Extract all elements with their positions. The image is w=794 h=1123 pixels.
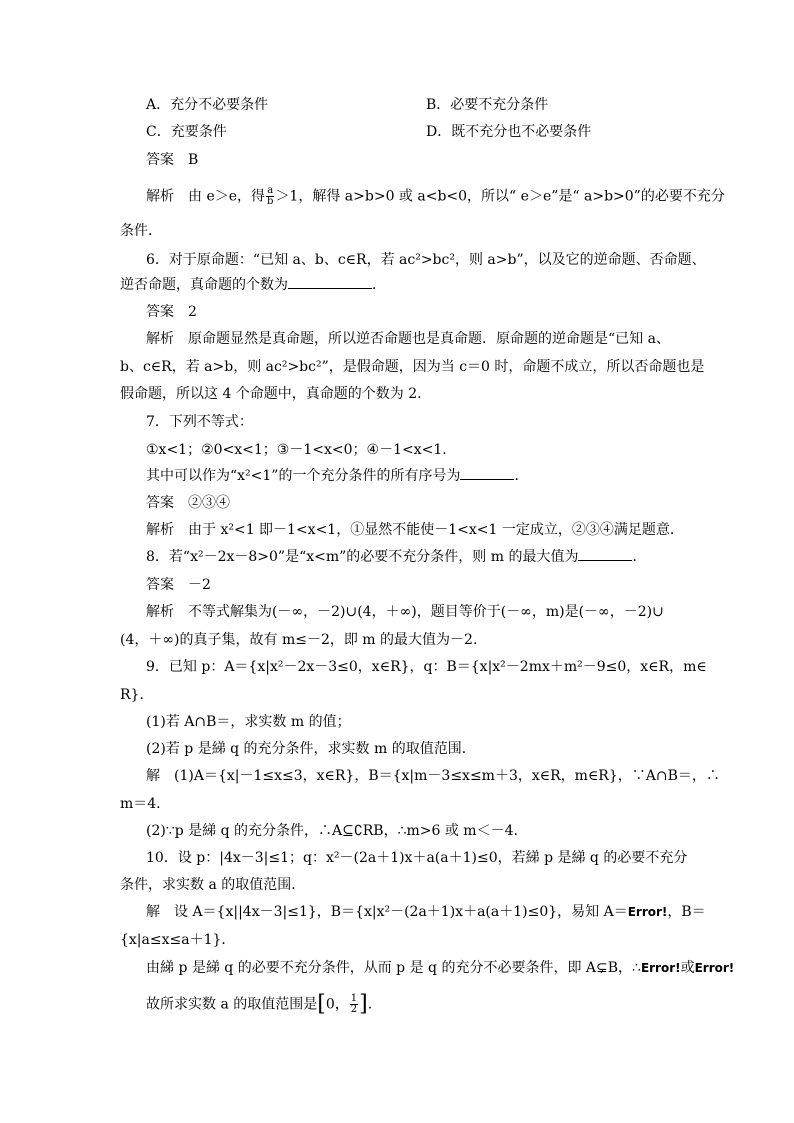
q10-question-line-2: 条件，求实数 a 的取值范围． bbox=[120, 877, 306, 893]
q6-answer: 答案 2 bbox=[146, 304, 197, 320]
q5-answer: 答案 B bbox=[146, 152, 199, 168]
q6-question-text: 逆否命题，真命题的个数为 bbox=[120, 277, 288, 293]
q8-analysis-line-1: 解析 不等式解集为(－∞，－2)∪(4，＋∞)，题目等价于(－∞，m)是(－∞，－2)∪ bbox=[146, 604, 664, 620]
q7-answer: 答案 ②③④ bbox=[146, 495, 230, 511]
option-c: C．充要条件 bbox=[146, 124, 227, 140]
q10-solution-line-2: {x|a≤x≤a＋1}． bbox=[120, 932, 236, 948]
q10-solution-text-5: 故所求实数 a 的取值范围是 bbox=[146, 996, 318, 1013]
fraction-numerator: a bbox=[267, 185, 274, 196]
q9-question-line-1: 9．已知 p：A＝{x|x²－2x－3≤0，x∈R}，q：B＝{x|x²－2mx＋m²－9≤0，x∈R，m∈ bbox=[146, 659, 707, 675]
q8-question-text: 8．若“x²－2x－8>0”是“x<m”的必要不充分条件，则 m 的最大值为 bbox=[146, 549, 579, 565]
interval-left-bracket: [ bbox=[317, 991, 326, 1017]
q8-question-end: ． bbox=[632, 549, 647, 565]
fraction-one-half bbox=[350, 994, 358, 1015]
q10-solution-line-4 bbox=[146, 991, 706, 1017]
q10-question-line-1: 10．设 p：|4x－3|≤1；q：x²－(2a＋1)x＋a(a＋1)≤0，若綈 p 是綈 q 的必要不充分 bbox=[146, 850, 688, 866]
fraction-a-over-b bbox=[266, 186, 274, 207]
q6-analysis-line-3: 假命题，所以这 4 个命题中，真命题的个数为 2. bbox=[120, 386, 422, 402]
option-d: D．既不充分也不必要条件 bbox=[426, 124, 592, 140]
q10-solution-text-1: 解 设 A＝{x||4x－3|≤1}，B＝{x|x²－(2a＋1)x＋a(a＋1)≤0}，易知 A＝ bbox=[146, 904, 628, 920]
q10-solution-text-2: ，B＝ bbox=[667, 904, 706, 920]
answer-blank bbox=[578, 548, 632, 561]
q9-part-1: (1)若 A∩B＝，求实数 m 的值； bbox=[146, 714, 351, 730]
q7-question-line-3 bbox=[146, 467, 706, 485]
interval-right-bracket: ] bbox=[359, 991, 368, 1017]
q7-question-text: 其中可以作为“x²<1”的一个充分条件的所有序号为 bbox=[146, 468, 461, 484]
q9-question-line-2: R}． bbox=[120, 687, 154, 703]
q5-analysis-text-1: 解析 由 e＞e，得 bbox=[146, 188, 266, 205]
q10-solution-text-3: 由綈 p 是綈 q 的必要不充分条件，从而 p 是 q 的充分不必要条件，即 A⊊B，∴ bbox=[146, 960, 641, 976]
q10-solution-line-1 bbox=[146, 903, 706, 921]
q8-question bbox=[146, 548, 706, 566]
q6-question-line-2 bbox=[120, 276, 680, 294]
error-text: Error! bbox=[627, 905, 668, 919]
answer-blank bbox=[460, 467, 514, 480]
q5-analysis-line-1 bbox=[146, 185, 725, 207]
error-text: Error! bbox=[640, 961, 681, 975]
interval-start: 0， bbox=[325, 996, 349, 1013]
q6-analysis-line-2: b、c∈R，若 a>b，则 ac²>bc²”，是假命题，因为当 c＝0 时，命题不成立，所以否命题也是 bbox=[120, 359, 705, 375]
q5-analysis-text-2: ＞1，解得 a>b>0 或 a<b<0，所以“ e＞e”是“ a>b>0”的必要不充分 bbox=[275, 188, 725, 205]
q10-solution-text-4: 或 bbox=[680, 960, 695, 976]
q6-analysis-line-1: 解析 原命题显然是真命题，所以逆否命题也是真命题．原命题的逆命题是“已知 a、 bbox=[146, 331, 670, 347]
q9-solution-line-2: m＝4. bbox=[120, 796, 161, 812]
option-b: B．必要不充分条件 bbox=[426, 97, 549, 113]
q8-analysis-line-2: (4，＋∞)的真子集，故有 m≤－2，即 m 的最大值为－2. bbox=[120, 632, 478, 648]
fraction-denominator: b bbox=[267, 196, 274, 207]
option-a: A．充分不必要条件 bbox=[146, 97, 269, 113]
q7-question-line-2: ①x<1；②0<x<1；③－1<x<0；④－1<x<1. bbox=[146, 442, 447, 458]
q8-answer: 答案 －2 bbox=[146, 577, 211, 593]
q6-question-end: ． bbox=[372, 277, 386, 293]
error-text: Error! bbox=[694, 961, 735, 975]
q7-question-line-1: 7．下列不等式： bbox=[146, 414, 253, 430]
q10-solution-line-3 bbox=[146, 959, 735, 977]
answer-blank bbox=[288, 276, 372, 289]
q9-part-2: (2)若 p 是綈 q 的充分条件，求实数 m 的取值范围． bbox=[146, 741, 476, 757]
q7-question-end: ． bbox=[514, 468, 529, 484]
q6-question-line-1: 6．对于原命题：“已知 a、b、c∈R，若 ac²>bc²，则 a>b”，以及它的逆命题、否命题、 bbox=[146, 252, 706, 268]
fraction-denominator: 2 bbox=[350, 1004, 358, 1015]
q9-solution-line-1: 解 (1)A＝{x|－1≤x≤3，x∈R}，B＝{x|m－3≤x≤m＋3，x∈R，m∈R}，∵A∩B＝，∴ bbox=[146, 768, 720, 784]
q5-analysis-line-2: 条件． bbox=[120, 223, 162, 239]
fraction-numerator: 1 bbox=[350, 993, 358, 1004]
q10-solution-end: . bbox=[367, 996, 373, 1013]
q7-analysis: 解析 由于 x²<1 即－1<x<1，①显然不能使－1<x<1 一定成立，②③④满足题意． bbox=[146, 522, 684, 538]
q9-solution-line-3: (2)∵p 是綈 q 的充分条件，∴A⊆∁RB，∴m>6 或 m＜－4. bbox=[146, 823, 518, 839]
